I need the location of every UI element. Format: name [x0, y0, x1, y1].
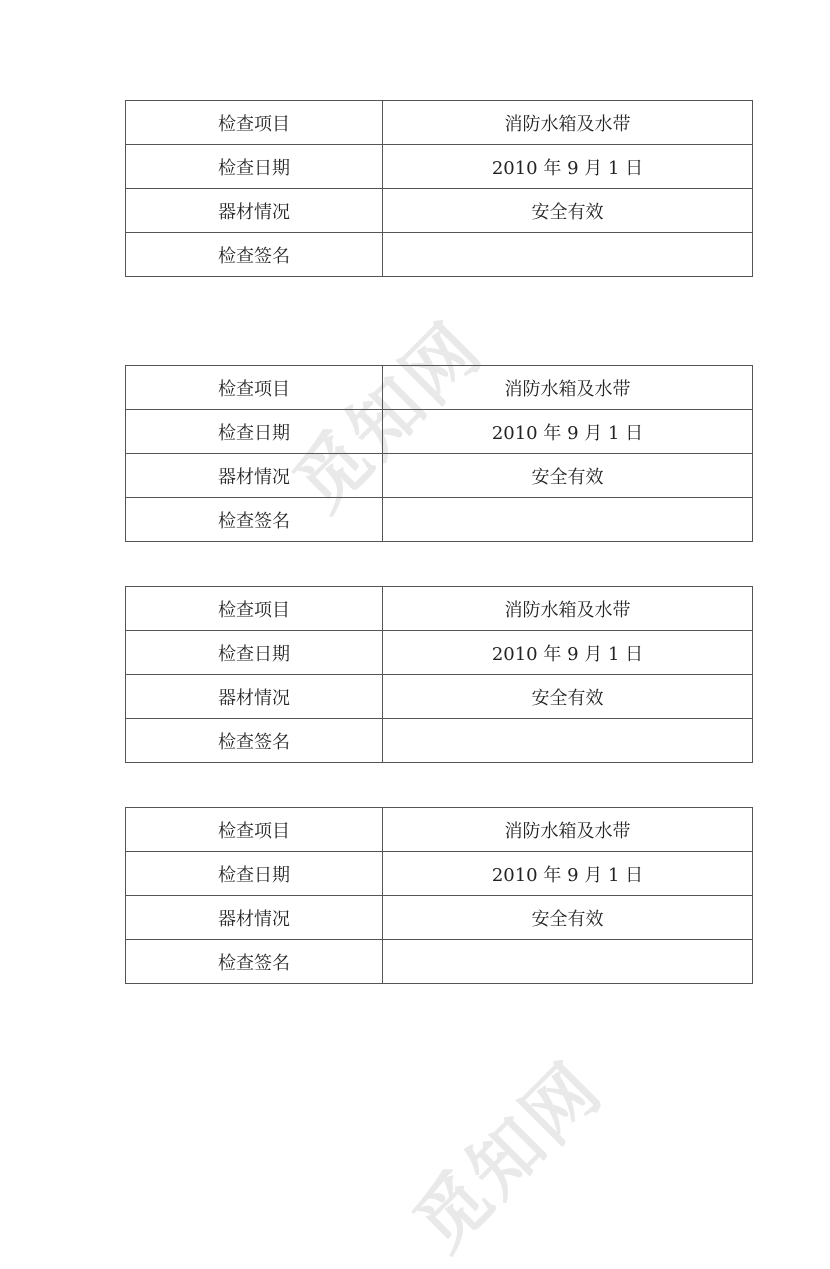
status-value: 安全有效	[383, 675, 753, 719]
table-row	[126, 852, 753, 896]
date-label: 检查日期	[126, 631, 383, 675]
status-value: 安全有效	[383, 454, 753, 498]
status-label: 器材情况	[126, 675, 383, 719]
date-label: 检查日期	[126, 145, 383, 189]
status-value: 安全有效	[383, 189, 753, 233]
watermark: 觅知网	[277, 305, 499, 527]
inspection-card-4	[125, 807, 753, 984]
item-value: 消防水箱及水带	[383, 808, 753, 852]
inspection-card-3	[125, 586, 753, 763]
status-label: 器材情况	[126, 454, 383, 498]
date-value: 2010 年 9 月 1 日	[383, 145, 753, 189]
table-row	[126, 410, 753, 454]
status-label: 器材情况	[126, 896, 383, 940]
date-value: 2010 年 9 月 1 日	[383, 852, 753, 896]
date-value: 2010 年 9 月 1 日	[383, 631, 753, 675]
date-value: 2010 年 9 月 1 日	[383, 410, 753, 454]
item-value: 消防水箱及水带	[383, 587, 753, 631]
table-row	[126, 631, 753, 675]
sign-field[interactable]	[383, 940, 753, 984]
table-row	[126, 940, 753, 984]
table-row	[126, 233, 753, 277]
table-row	[126, 366, 753, 410]
sign-field[interactable]	[383, 233, 753, 277]
watermark-bottom: 觅知网	[397, 1045, 619, 1267]
table-row	[126, 101, 753, 145]
date-label: 检查日期	[126, 410, 383, 454]
sign-field[interactable]	[383, 719, 753, 763]
table-row	[126, 808, 753, 852]
table-row	[126, 145, 753, 189]
table-row	[126, 189, 753, 233]
inspection-card-2	[125, 365, 753, 542]
date-label: 检查日期	[126, 852, 383, 896]
status-value: 安全有效	[383, 896, 753, 940]
item-label: 检查项目	[126, 366, 383, 410]
table-row	[126, 587, 753, 631]
sign-label: 检查签名	[126, 498, 383, 542]
item-label: 检查项目	[126, 587, 383, 631]
sign-label: 检查签名	[126, 719, 383, 763]
sign-label: 检查签名	[126, 940, 383, 984]
item-label: 检查项目	[126, 808, 383, 852]
item-label: 检查项目	[126, 101, 383, 145]
item-value: 消防水箱及水带	[383, 101, 753, 145]
sign-field[interactable]	[383, 498, 753, 542]
table-row	[126, 454, 753, 498]
status-label: 器材情况	[126, 189, 383, 233]
table-row	[126, 896, 753, 940]
table-row	[126, 498, 753, 542]
table-row	[126, 675, 753, 719]
item-value: 消防水箱及水带	[383, 366, 753, 410]
inspection-card-1	[125, 100, 753, 277]
table-row	[126, 719, 753, 763]
sign-label: 检查签名	[126, 233, 383, 277]
